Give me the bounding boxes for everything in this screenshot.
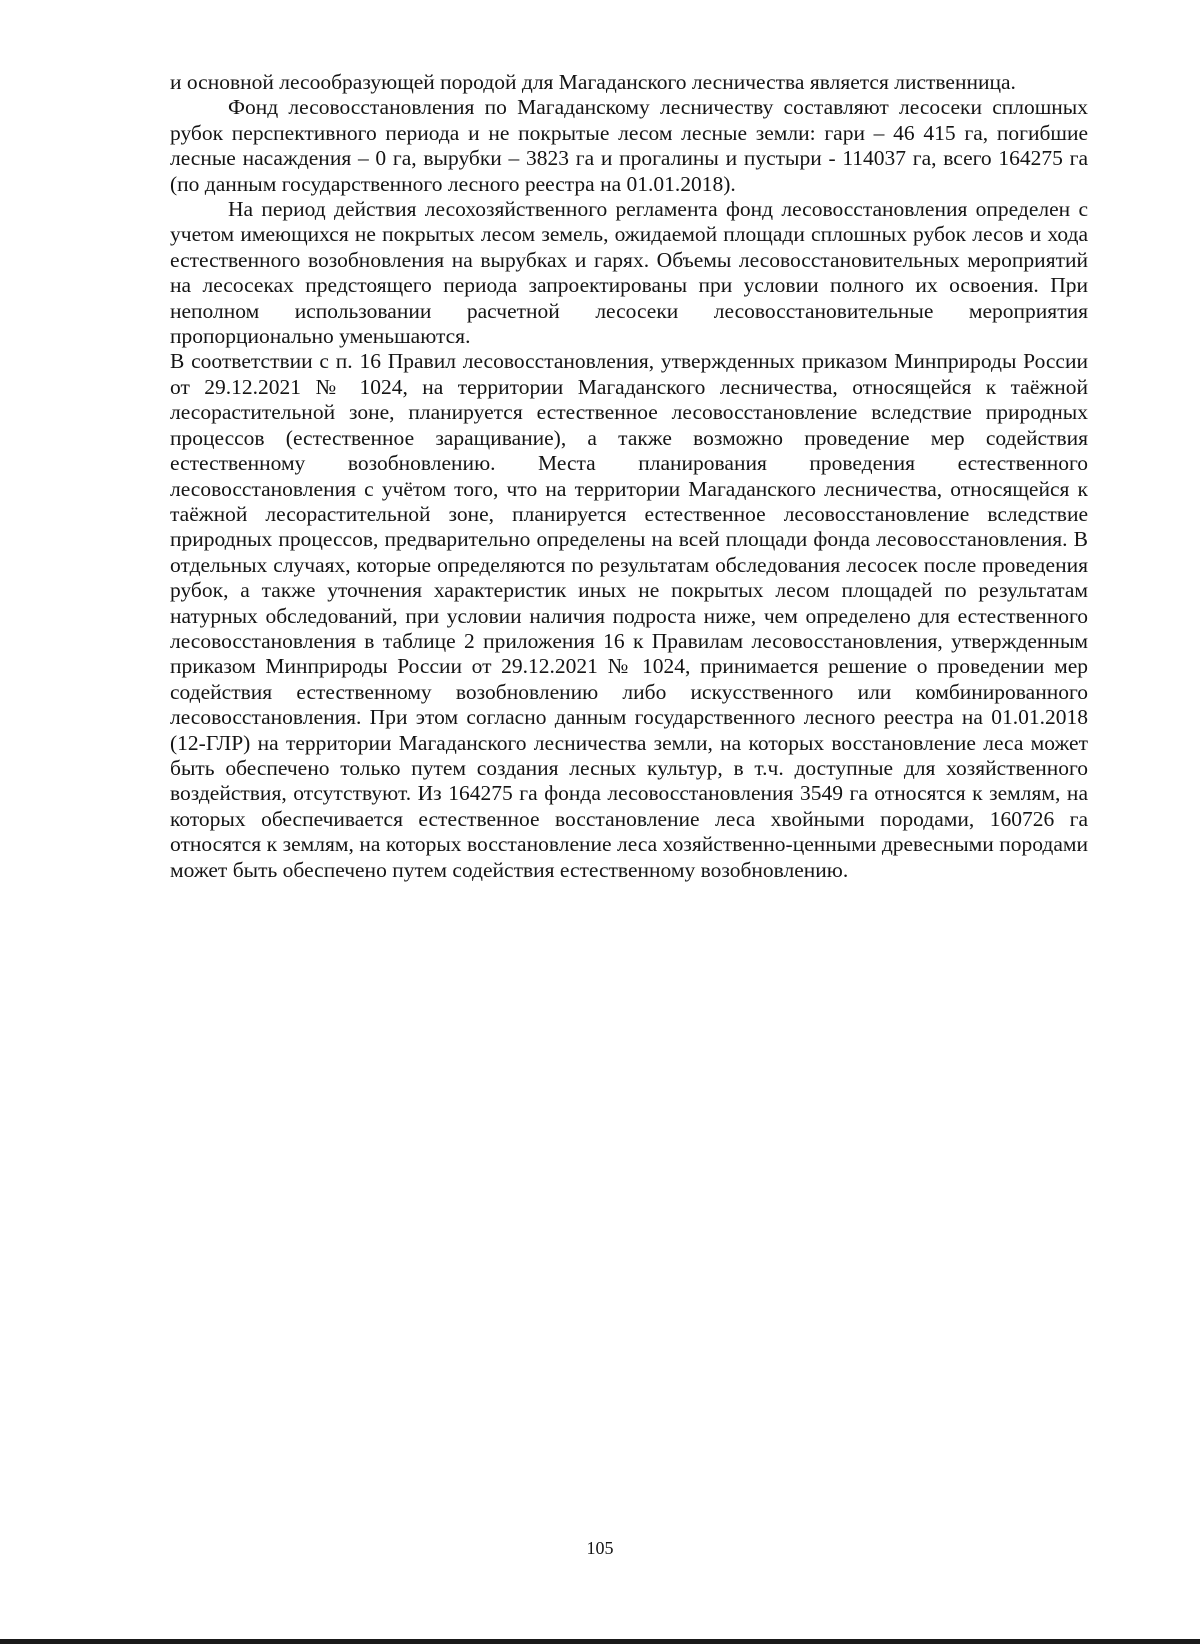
paragraph-regulation-period: На период действия лесохозяйственного регламента фонд лесовосстановления определен с учетом имеющихся не покрытых лесом земель, ожидаемой площади сплошных рубок лесов и хода естественного возобновления на вырубках и гарях. Объемы лесовосстановительных мероприятий на лесосеках предстоящего периода запроектированы при условии полного их освоения. При неполном использовании расчетной лесосеки лесовосстановительные мероприятия пропорционально уменьшаются. bbox=[170, 197, 1088, 349]
document-body bbox=[170, 70, 1088, 883]
paragraph-fund-description: Фонд лесовосстановления по Магаданскому лесничеству составляют лесосеки сплошных рубок перспективного периода и не покрытые лесом лесные земли: гари – 46 415 га, погибшие лесные насаждения – 0 га, вырубки – 3823 га и прогалины и пустыри - 114037 га, всего 164275 га (по данным государственного лесного реестра на 01.01.2018). bbox=[170, 95, 1088, 196]
scan-edge-line bbox=[0, 1639, 1200, 1644]
paragraph-intro-continuation: и основной лесообразующей породой для Магаданского лесничества является лиственница. bbox=[170, 70, 1016, 94]
paragraph-rules-reference: В соответствии с п. 16 Правил лесовосстановления, утвержденных приказом Минприроды России от 29.12.2021 № 1024, на территории Магаданского лесничества, относящейся к таёжной лесорастительной зоне, планируется естественное лесовосстановление вследствие природных процессов (естественное заращивание), а также возможно проведение мер содействия естественному возобновлению. Места планирования проведения естественного лесовосстановления с учётом того, что на территории Магаданского лесничества, относящейся к таёжной лесорастительной зоне, планируется естественное лесовосстановление вследствие природных процессов, предварительно определены на всей площади фонда лесовосстановления. В отдельных случаях, которые определяются по результатам обследования лесосек после проведения рубок, а также уточнения характеристик иных не покрытых лесом площадей по результатам натурных обследований, при условии наличия подроста ниже, чем определено для естественного лесовосстановления в таблице 2 приложения 16 к Правилам лесовосстановления, утвержденным приказом Минприроды России от 29.12.2021 № 1024, принимается решение о проведении мер содействия естественному возобновлению либо искусственного или комбинированного лесовосстановления. При этом согласно данным государственного лесного реестра на 01.01.2018 (12-ГЛР) на территории Магаданского лесничества земли, на которых восстановление леса может быть обеспечено только путем создания лесных культур, в т.ч. доступные для хозяйственного воздействия, отсутствуют. Из 164275 га фонда лесовосстановления 3549 га относятся к землям, на которых обеспечивается естественное восстановление леса хвойными породами, 160726 га относятся к землям, на которых восстановление леса хозяйственно-ценными древесными породами может быть обеспечено путем содействия естественному возобновлению. bbox=[170, 349, 1088, 882]
page-number: 105 bbox=[586, 1538, 614, 1558]
